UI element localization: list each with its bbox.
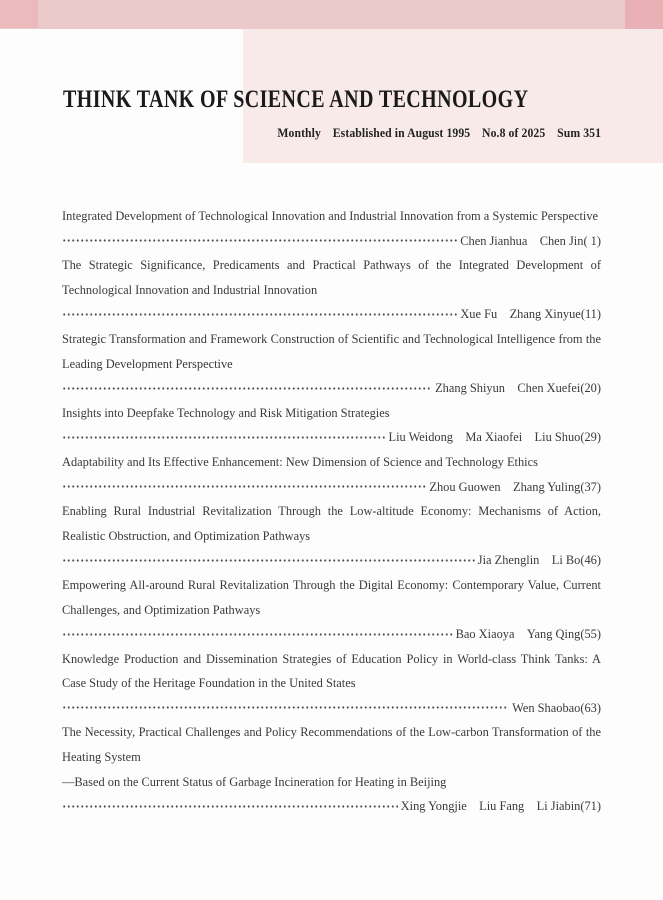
entry-page-number: (46) [580,553,601,568]
entry-title: Enabling Rural Industrial Revitalization Through the Low-altitude Economy: Mechanisms of Action, Realistic Obstruction, and Optimization Pathways [62,504,601,543]
header-band [0,0,663,29]
entry-leader-row [62,622,601,647]
dotted-leader [62,431,386,441]
entry-title: Strategic Transformation and Framework Construction of Scientific and Technological Intelligence from the Leading Development Perspective [62,331,601,371]
issue-info-line: Monthly Established in August 1995 No.8 of 2025 Sum 351 [277,126,601,140]
entry-title: Empowering All-around Rural Revitalization Through the Digital Economy: Contemporary Value, Current Challenges, and Optimization Pathways [62,577,601,617]
entry-leader-row [62,794,601,819]
entry-page-number: (55) [580,627,601,642]
toc-entry [62,647,601,721]
toc-entry [62,499,601,573]
entry-authors: Zhang Shiyun Chen Xuefei [435,381,581,396]
toc-entry [62,204,601,253]
entry-page-number: (29) [580,430,601,445]
dotted-leader [62,235,457,245]
entry-page-number: (71) [580,799,601,814]
dotted-leader [62,554,475,564]
entry-page-number: ( 1) [583,233,601,248]
toc-entry [62,253,601,327]
toc-list [62,204,601,819]
journal-title: THINK TANK OF SCIENCE AND TECHNOLOGY [63,86,529,113]
entry-title: Adaptability and Its Effective Enhancement: New Dimension of Science and Technology Ethics [62,454,538,469]
entry-title: The Necessity, Practical Challenges and Policy Recommendations of the Low-carbon Transformation of the Heating System [62,725,601,765]
entry-leader-row [62,548,601,573]
entry-title: Knowledge Production and Dissemination Strategies of Education Policy in World-class Think Tanks: A Case Study of the Heritage Foundation in the United States [62,651,601,691]
entry-leader-row [62,475,601,500]
entry-title: Integrated Development of Technological Innovation and Industrial Innovation from a Systemic Perspective [62,209,599,223]
entry-authors: Bao Xiaoya Yang Qing [455,627,581,642]
entry-leader-row [62,696,601,721]
entry-page-number: (37) [580,479,601,494]
entry-authors: Zhou Guowen Zhang Yuling [429,479,581,494]
toc-entry [62,450,601,499]
dotted-leader [62,382,432,392]
entry-authors: Wen Shaobao [512,700,581,715]
entry-authors: Xing Yongjie Liu Fang Li Jiabin [400,799,581,814]
entry-authors: Xue Fu Zhang Xinyue [460,307,581,322]
toc-entry [62,327,601,401]
entry-authors: Jia Zhenglin Li Bo [477,553,581,568]
entry-page-number: (20) [580,381,601,396]
dotted-leader [62,702,509,712]
entry-page-number: (63) [580,700,601,715]
entry-leader-row [62,302,601,327]
entry-authors: Liu Weidong Ma Xiaofei Liu Shuo [388,430,581,445]
entry-leader-row [62,376,601,401]
dotted-leader [62,481,426,491]
entry-title: The Strategic Significance, Predicaments and Practical Pathways of the Integrated Development of Technological Innovation and Industrial Innovation [62,258,601,297]
toc-entry [62,720,601,818]
entry-subtitle: —Based on the Current Status of Garbage Incineration for Heating in Beijing [62,774,447,789]
entry-leader-row [62,425,601,450]
dotted-leader [62,800,398,810]
toc-entry [62,573,601,647]
corner-square-left [0,0,38,28]
entry-title: Insights into Deepfake Technology and Risk Mitigation Strategies [62,405,390,420]
entry-page-number: (11) [580,307,601,322]
dotted-leader [62,308,457,318]
toc-entry [62,401,601,450]
entry-leader-row [62,229,601,254]
dotted-leader [62,628,453,638]
entry-authors: Chen Jianhua Chen Jin [460,233,584,248]
